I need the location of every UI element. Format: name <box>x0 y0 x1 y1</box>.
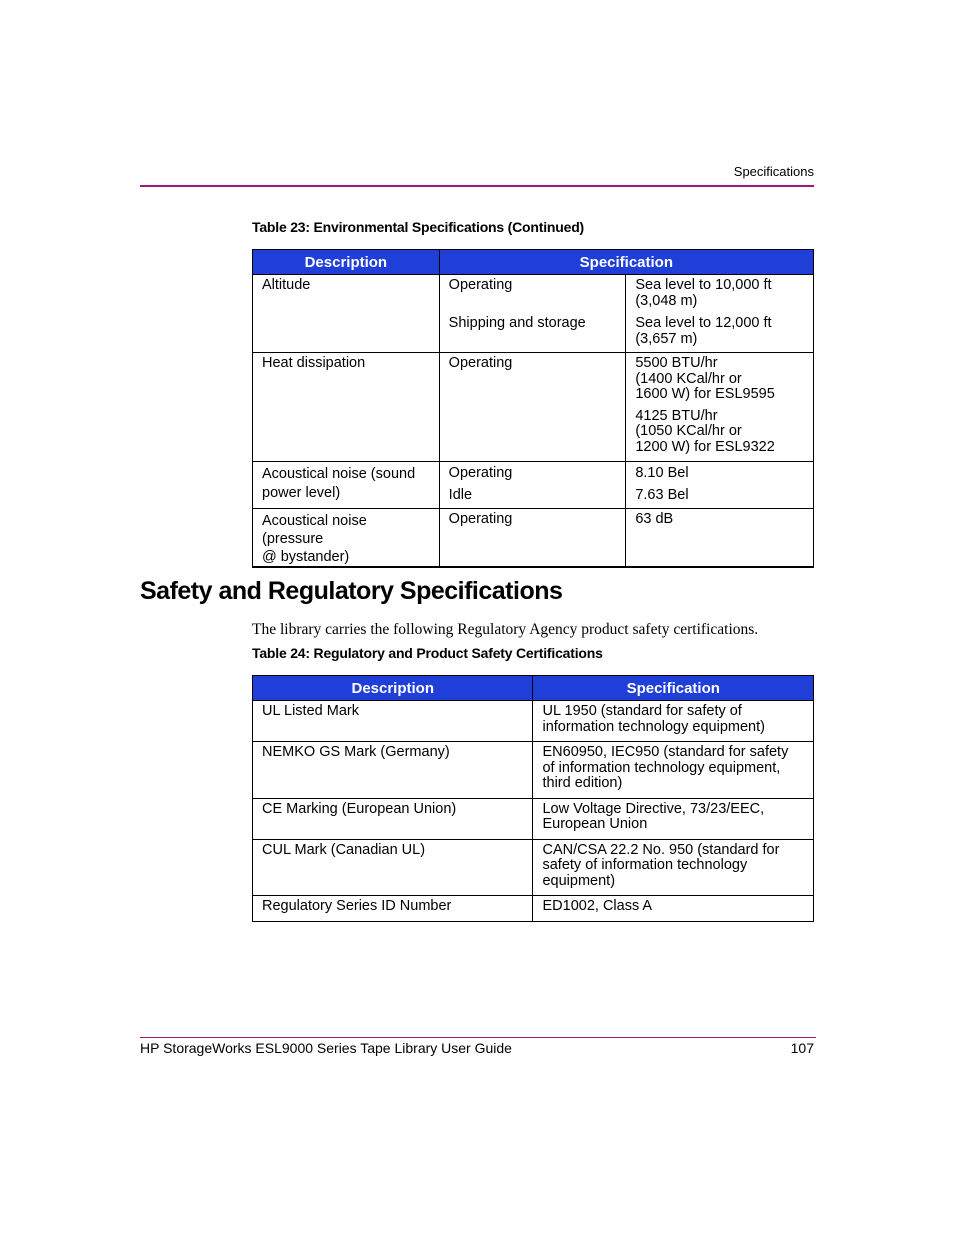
page-number: 107 <box>790 1040 814 1056</box>
condition-cell <box>439 275 626 353</box>
condition-text: Operating <box>448 465 513 481</box>
table-row <box>253 896 814 922</box>
description-text: @ bystander) <box>262 549 350 565</box>
column-header-description: Description <box>253 676 533 701</box>
running-header: Specifications <box>733 164 814 179</box>
description-text: Acoustical noise (sound <box>262 466 416 482</box>
condition-cell <box>439 353 626 462</box>
value-cell <box>626 509 814 568</box>
table-row <box>253 798 814 839</box>
table-23-caption: Table 23: Environmental Specifications (Continued) <box>252 219 585 235</box>
description-text: Heat dissipation <box>262 355 366 371</box>
specification-text: safety of information technology <box>542 857 748 873</box>
column-header-description: Description <box>253 250 440 275</box>
table-24-caption: Table 24: Regulatory and Product Safety Certifications <box>252 645 603 661</box>
value-text: 4125 BTU/hr <box>635 407 718 424</box>
value-text: 1600 W) for ESL9595 <box>635 386 775 402</box>
table-row <box>253 509 814 568</box>
specification-text: CAN/CSA 22.2 No. 950 (standard for <box>542 841 780 858</box>
condition-text: Operating <box>448 355 513 371</box>
column-header-specification: Specification <box>439 250 813 275</box>
value-text: 1200 W) for ESL9322 <box>635 438 775 455</box>
condition-text: Idle <box>448 487 473 503</box>
value-text: (1050 KCal/hr or <box>635 423 742 439</box>
table-row <box>253 742 814 799</box>
section-intro: The library carries the following Regulatory Agency product safety certifications. <box>252 621 759 638</box>
value-cell <box>626 275 814 353</box>
regulatory-certifications-table <box>252 675 814 922</box>
value-text: Sea level to 12,000 ft <box>635 315 772 331</box>
footer-rule <box>140 1037 816 1038</box>
table-header-row <box>253 676 814 701</box>
description-text: Altitude <box>262 277 311 293</box>
description-cell: CUL Mark (Canadian UL) <box>253 839 533 896</box>
table-header-row <box>253 250 814 275</box>
value-text: 8.10 Bel <box>635 465 689 481</box>
specification-cell <box>533 798 814 839</box>
description-cell <box>253 353 440 462</box>
column-header-specification: Specification <box>533 676 814 701</box>
table-row <box>253 353 814 462</box>
value-cell <box>626 462 814 509</box>
value-text: 63 dB <box>635 511 674 527</box>
value-text: (3,048 m) <box>635 292 698 309</box>
specification-cell <box>533 742 814 799</box>
description-cell <box>253 275 440 353</box>
specification-text: equipment) <box>542 872 616 889</box>
footer-title: HP StorageWorks ESL9000 Series Tape Library User Guide <box>140 1040 512 1056</box>
header-rule <box>140 185 814 187</box>
value-text: (3,657 m) <box>635 330 698 347</box>
specification-text: ED1002, Class A <box>542 898 653 914</box>
table-row <box>253 275 814 353</box>
condition-cell <box>439 462 626 509</box>
specification-text: third edition) <box>542 775 623 791</box>
description-cell: UL Listed Mark <box>253 701 533 742</box>
specification-text: EN60950, IEC950 (standard for safety <box>542 744 789 760</box>
value-text: 5500 BTU/hr <box>635 355 718 371</box>
specification-cell <box>533 701 814 742</box>
specification-cell <box>533 839 814 896</box>
description-cell <box>253 462 440 509</box>
value-text: (1400 KCal/hr or <box>635 370 742 387</box>
specification-text: European Union <box>542 816 648 832</box>
condition-text: Operating <box>448 511 513 527</box>
table-row <box>253 701 814 742</box>
table-row <box>253 462 814 509</box>
condition-text: Operating <box>448 277 513 293</box>
condition-cell <box>439 509 626 568</box>
specification-text: Low Voltage Directive, 73/23/EEC, <box>542 800 765 817</box>
specification-text: information technology equipment) <box>542 718 765 735</box>
description-text: Acoustical noise (pressure <box>262 513 367 547</box>
description-cell: CE Marking (European Union) <box>253 798 533 839</box>
value-cell <box>626 353 814 462</box>
section-heading: Safety and Regulatory Specifications <box>140 577 563 605</box>
table-row <box>253 839 814 896</box>
description-text: power level) <box>262 485 341 501</box>
value-text: 7.63 Bel <box>635 487 689 503</box>
description-cell: Regulatory Series ID Number <box>253 896 533 922</box>
description-cell: NEMKO GS Mark (Germany) <box>253 742 533 799</box>
specification-text: UL 1950 (standard for safety of <box>542 703 742 719</box>
value-text: Sea level to 10,000 ft <box>635 277 772 293</box>
specification-text: of information technology equipment, <box>542 759 781 776</box>
condition-text: Shipping and storage <box>448 314 586 331</box>
specification-cell <box>533 896 814 922</box>
description-cell <box>253 509 440 568</box>
environmental-specifications-table <box>252 249 814 568</box>
